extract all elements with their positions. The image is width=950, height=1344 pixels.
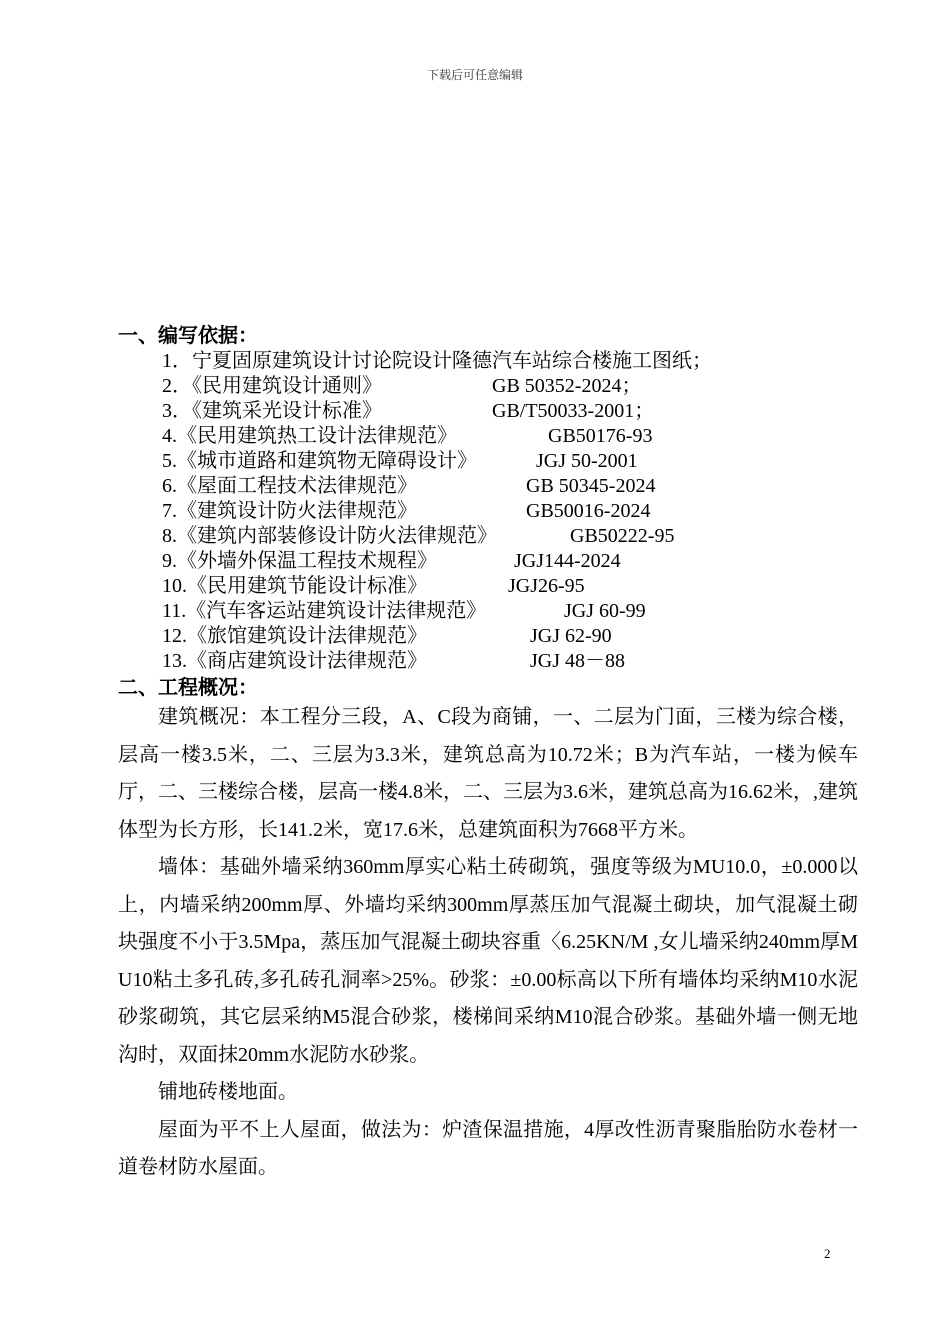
document-body — [118, 322, 858, 1187]
page-number: 2 — [824, 1246, 831, 1261]
reference-title: 12.《旅馆建筑设计法律规范》 — [162, 625, 427, 647]
list-item — [118, 574, 858, 599]
list-item — [118, 524, 858, 549]
reference-title: 9.《外墙外保温工程技术规程》 — [162, 550, 437, 572]
reference-title: 2．《民用建筑设计通则》 — [162, 375, 382, 397]
reference-title: 10.《民用建筑节能设计标准》 — [162, 575, 427, 597]
reference-code: JGJ26-95 — [508, 575, 585, 597]
reference-title: 3．《建筑采光设计标准》 — [162, 400, 382, 422]
reference-code: JGJ 48－88 — [530, 650, 626, 672]
reference-code: JGJ 50-2001 — [536, 450, 638, 472]
reference-code: GB 50352-2024； — [492, 375, 642, 397]
reference-code: GB50222-95 — [570, 525, 675, 547]
reference-code: JGJ 60-99 — [564, 600, 646, 622]
reference-code: GB/T50033-2001； — [492, 400, 655, 422]
list-item — [118, 649, 858, 674]
list-item — [118, 349, 858, 374]
reference-title: 13.《商店建筑设计法律规范》 — [162, 650, 427, 672]
reference-code: JGJ144-2024 — [514, 550, 621, 572]
list-item — [118, 624, 858, 649]
reference-title: 6.《屋面工程技术法律规范》 — [162, 475, 417, 497]
list-item — [118, 449, 858, 474]
reference-code: GB50176-93 — [548, 425, 653, 447]
reference-title: 4.《民用建筑热工设计法律规范》 — [162, 425, 457, 447]
list-item — [118, 399, 858, 424]
reference-title: 5.《城市道路和建筑物无障碍设计》 — [162, 450, 477, 472]
reference-title: 7.《建筑设计防火法律规范》 — [162, 500, 417, 522]
list-item — [118, 599, 858, 624]
paragraph-roof: 屋面为平不上人屋面，做法为：炉渣保温措施，4厚改性沥青聚脂胎防水卷材一道卷材防水屋面。 — [118, 1118, 858, 1178]
reference-code: GB 50345-2024 — [526, 475, 656, 497]
reference-title: 11.《汽车客运站建筑设计法律规范》 — [162, 600, 487, 622]
section-heading-basis: 一、编写依据： — [118, 323, 258, 347]
list-item — [118, 374, 858, 399]
reference-code: GB50016-2024 — [526, 500, 651, 522]
reference-list — [118, 349, 858, 674]
list-item — [118, 499, 858, 524]
list-item — [118, 474, 858, 499]
list-item — [118, 549, 858, 574]
section-heading-overview: 二、工程概况： — [118, 675, 258, 699]
header-note: 下载后可任意编辑 — [426, 68, 523, 82]
paragraph-walls: 墙体：基础外墙采纳360mm厚实心粘土砖砌筑，强度等级为MU10.0，±0.000以上，内墙采纳200mm厚、外墙均采纳300mm厚蒸压加气混凝土砌块，加气混凝土砌块强度不小于3.5Mpa，蒸压加气混凝土砌块容重〈6.25KN/M ,女儿墙采纳240mm厚MU10粘土多孔砖,多孔砖孔洞率>25%。砂浆：±0.00标高以下所有墙体均采纳M10水泥砂浆砌筑，其它层采纳M5混合砂浆，楼梯间采纳M10混合砂浆。基础外墙一侧无地沟时，双面抹20mm水泥防水砂浆。 — [118, 856, 858, 1066]
reference-title: 1．宁夏固原建筑设计讨论院设计隆德汽车站综合楼施工图纸； — [162, 350, 712, 372]
list-item — [118, 424, 858, 449]
paragraph-floor: 铺地砖楼地面。 — [158, 1081, 298, 1103]
reference-title: 8.《建筑内部装修设计防火法律规范》 — [162, 525, 497, 547]
paragraph-building-overview: 建筑概况：本工程分三段，A、C段为商铺，一、二层为门面，三楼为综合楼，层高一楼3.5米，二、三层为3.3米，建筑总高为10.72米；B为汽车站，一楼为候车厅，二、三楼综合楼，层高一楼4.8米，二、三层为3.6米，建筑总高为16.62米，,建筑体型为长方形，长141.2米，宽17.6米，总建筑面积为7668平方米。 — [118, 706, 858, 841]
reference-code: JGJ 62-90 — [530, 625, 612, 647]
